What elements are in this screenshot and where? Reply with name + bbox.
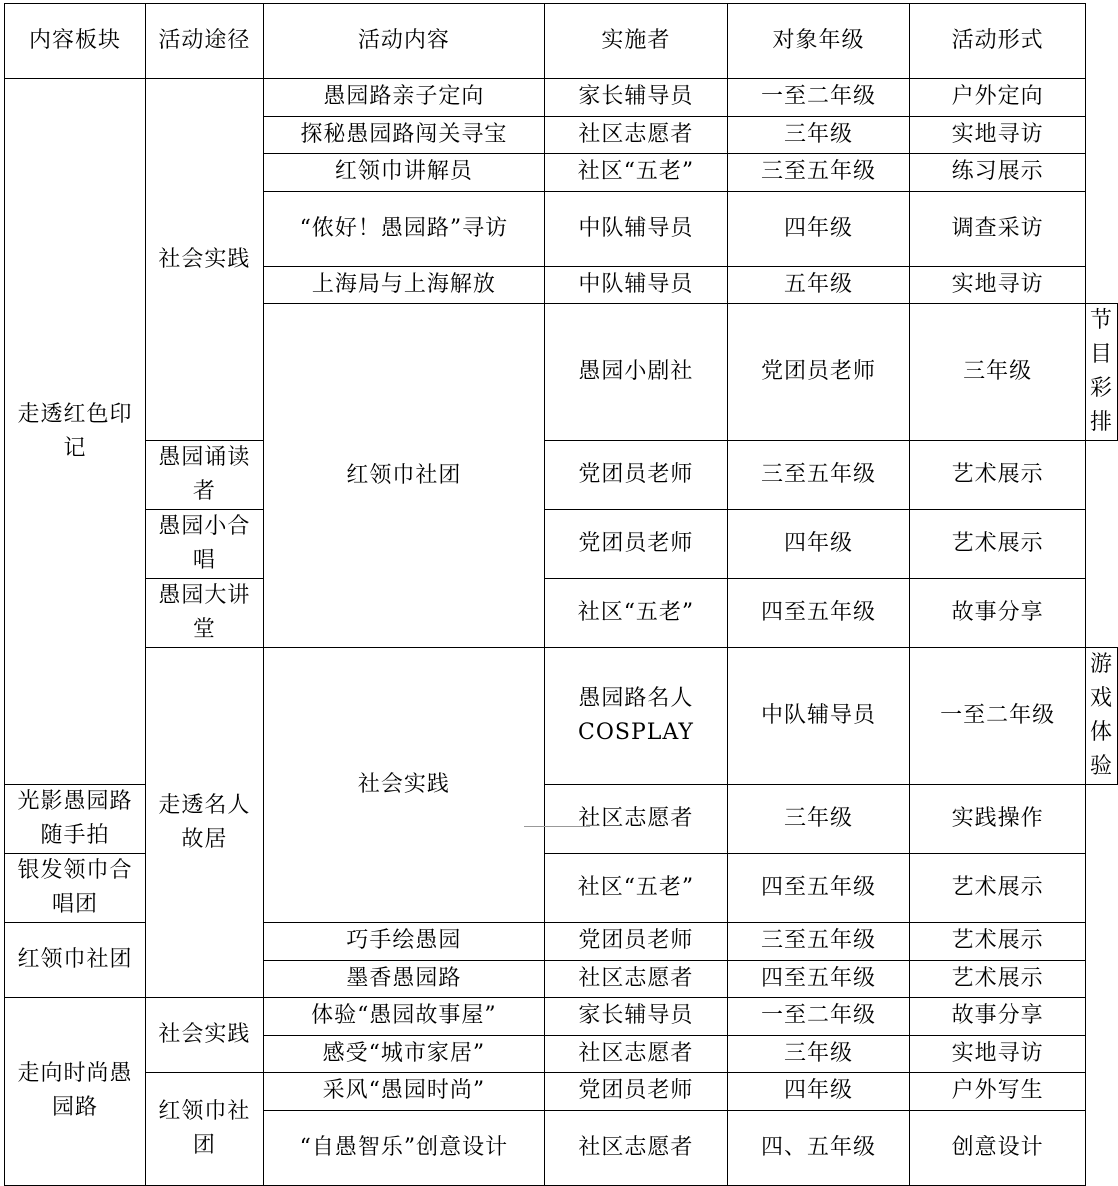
grade-cell: 三至五年级 xyxy=(727,441,909,510)
content-cell: 愚园诵读者 xyxy=(146,441,264,510)
grade-cell: 四年级 xyxy=(727,1073,909,1111)
block-cell: 走透红色印记 xyxy=(5,79,146,785)
implementer-cell: 社区“五老” xyxy=(545,854,728,923)
form-cell: 游戏体验 xyxy=(1085,648,1117,785)
implementer-cell: 中队辅导员 xyxy=(727,648,909,785)
header-grade: 对象年级 xyxy=(727,4,909,79)
header-row xyxy=(5,4,1118,79)
grade-cell: 三年级 xyxy=(727,1035,909,1073)
content-cell: 墨香愚园路 xyxy=(263,960,544,998)
form-cell: 户外定向 xyxy=(910,79,1086,117)
content-cell: 愚园路名人 COSPLAY xyxy=(545,648,728,785)
form-cell: 艺术展示 xyxy=(910,960,1086,998)
table-row xyxy=(5,510,1118,579)
implementer-cell: 社区志愿者 xyxy=(545,1110,728,1185)
implementer-cell: 社区志愿者 xyxy=(545,785,728,854)
content-cell: 愚园大讲堂 xyxy=(146,579,264,648)
form-cell: 艺术展示 xyxy=(910,854,1086,923)
block-cell: 走向时尚愚园路 xyxy=(5,998,146,1186)
grade-cell: 四至五年级 xyxy=(727,854,909,923)
content-cell: 体验“愚园故事屋” xyxy=(263,998,544,1036)
content-cell: “自愚智乐”创意设计 xyxy=(263,1110,544,1185)
header-implementer: 实施者 xyxy=(545,4,728,79)
implementer-cell: 中队辅导员 xyxy=(545,191,728,266)
content-cell: 感受“城市家居” xyxy=(263,1035,544,1073)
grade-cell: 一至二年级 xyxy=(727,998,909,1036)
table-row xyxy=(5,998,1118,1036)
content-cell: 光影愚园路随手拍 xyxy=(5,785,146,854)
implementer-cell: 党团员老师 xyxy=(545,923,728,961)
header-form: 活动形式 xyxy=(910,4,1086,79)
grade-cell: 四年级 xyxy=(727,191,909,266)
form-cell: 练习展示 xyxy=(910,154,1086,192)
header-content-block: 内容板块 xyxy=(5,4,146,79)
implementer-cell: 家长辅导员 xyxy=(545,998,728,1036)
table-row xyxy=(5,1073,1118,1111)
content-cell: 愚园小合唱 xyxy=(146,510,264,579)
route-cell: 社会实践 xyxy=(263,648,544,923)
route-cell: 红领巾社团 xyxy=(5,923,146,998)
form-cell: 艺术展示 xyxy=(910,441,1086,510)
form-cell: 节目彩排 xyxy=(1085,304,1117,441)
grade-cell: 四至五年级 xyxy=(727,579,909,648)
content-cell: 愚园小剧社 xyxy=(545,304,728,441)
implementer-cell: 家长辅导员 xyxy=(545,79,728,117)
form-cell: 创意设计 xyxy=(910,1110,1086,1185)
grade-cell: 三年级 xyxy=(727,116,909,154)
route-cell: 红领巾社团 xyxy=(146,1073,264,1186)
implementer-cell: 党团员老师 xyxy=(727,304,909,441)
implementer-cell: 社区志愿者 xyxy=(545,116,728,154)
activity-table xyxy=(4,3,1118,1186)
content-cell: “侬好！愚园路”寻访 xyxy=(263,191,544,266)
implementer-cell: 社区“五老” xyxy=(545,579,728,648)
grade-cell: 五年级 xyxy=(727,266,909,304)
implementer-cell: 社区志愿者 xyxy=(545,1035,728,1073)
form-cell: 户外写生 xyxy=(910,1073,1086,1111)
route-cell: 红领巾社团 xyxy=(263,304,544,648)
grade-cell: 四、五年级 xyxy=(727,1110,909,1185)
implementer-cell: 党团员老师 xyxy=(545,510,728,579)
implementer-cell: 党团员老师 xyxy=(545,1073,728,1111)
form-cell: 艺术展示 xyxy=(910,923,1086,961)
table-row xyxy=(5,79,1118,117)
form-cell: 故事分享 xyxy=(910,579,1086,648)
route-cell: 社会实践 xyxy=(146,79,264,441)
grade-cell: 三至五年级 xyxy=(727,923,909,961)
implementer-cell: 党团员老师 xyxy=(545,441,728,510)
form-cell: 调查采访 xyxy=(910,191,1086,266)
table-row xyxy=(5,648,1118,785)
form-cell: 实地寻访 xyxy=(910,1035,1086,1073)
table-row xyxy=(5,579,1118,648)
grade-cell: 一至二年级 xyxy=(727,79,909,117)
table-row xyxy=(5,441,1118,510)
implementer-cell: 中队辅导员 xyxy=(545,266,728,304)
content-cell: 红领巾讲解员 xyxy=(263,154,544,192)
grade-cell: 三年级 xyxy=(910,304,1086,441)
grade-cell: 一至二年级 xyxy=(910,648,1086,785)
implementer-cell: 社区“五老” xyxy=(545,154,728,192)
header-route: 活动途径 xyxy=(146,4,264,79)
form-cell: 实地寻访 xyxy=(910,116,1086,154)
form-cell: 实践操作 xyxy=(910,785,1086,854)
content-cell: 巧手绘愚园 xyxy=(263,923,544,961)
content-cell: 银发领巾合唱团 xyxy=(5,854,146,923)
grade-cell: 四年级 xyxy=(727,510,909,579)
implementer-cell: 社区志愿者 xyxy=(545,960,728,998)
grade-cell: 三年级 xyxy=(727,785,909,854)
form-cell: 实地寻访 xyxy=(910,266,1086,304)
content-cell: 愚园路亲子定向 xyxy=(263,79,544,117)
header-content: 活动内容 xyxy=(263,4,544,79)
form-cell: 故事分享 xyxy=(910,998,1086,1036)
content-cell: 探秘愚园路闯关寻宝 xyxy=(263,116,544,154)
page-edge-mark xyxy=(524,826,590,830)
grade-cell: 三至五年级 xyxy=(727,154,909,192)
form-cell: 艺术展示 xyxy=(910,510,1086,579)
route-cell: 社会实践 xyxy=(146,998,264,1073)
content-cell: 上海局与上海解放 xyxy=(263,266,544,304)
content-cell: 采风“愚园时尚” xyxy=(263,1073,544,1111)
block-cell: 走透名人故居 xyxy=(146,648,264,998)
grade-cell: 四至五年级 xyxy=(727,960,909,998)
